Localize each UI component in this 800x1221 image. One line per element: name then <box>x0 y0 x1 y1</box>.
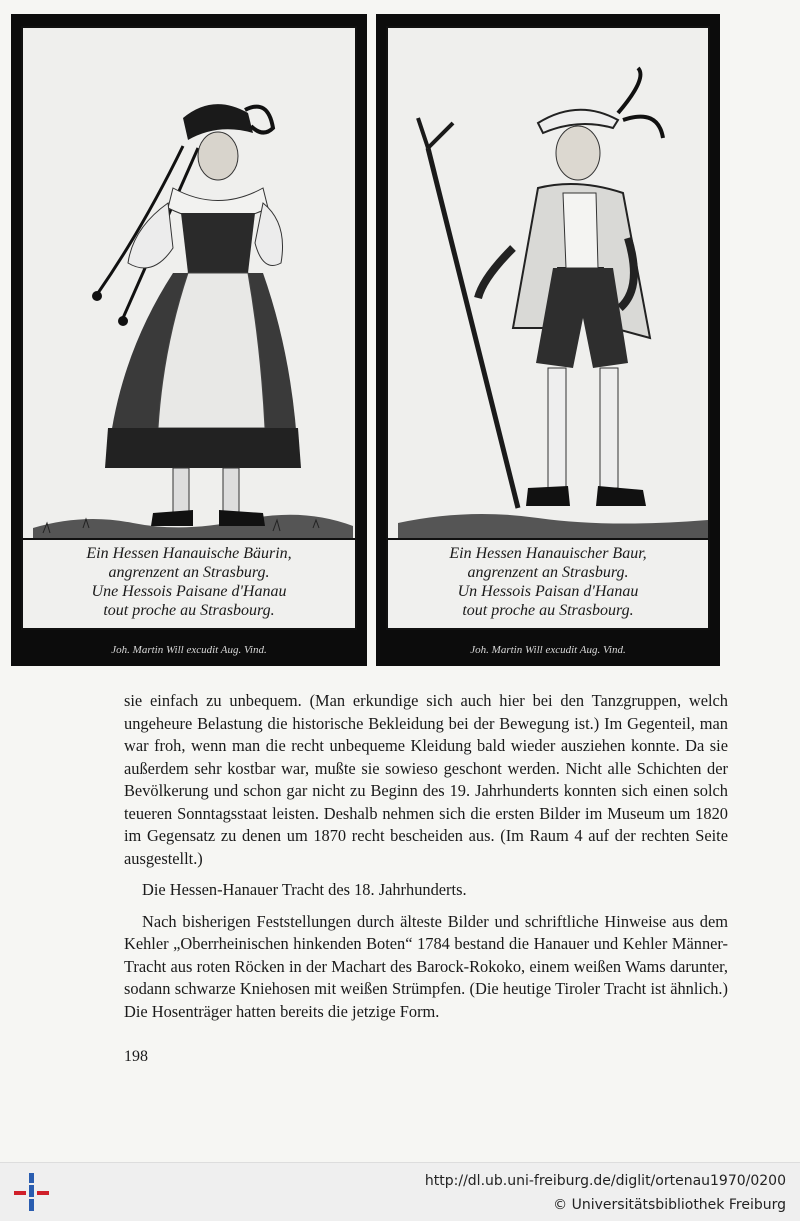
caption-line: tout proche au Strasbourg. <box>103 602 275 619</box>
university-library-logo-icon <box>12 1171 52 1213</box>
peasant-woman-engraving <box>23 28 355 548</box>
caption-line: Un Hessois Paisan d'Hanau <box>457 583 639 600</box>
page-number: 198 <box>124 1048 148 1065</box>
peasant-man-engraving <box>388 28 708 548</box>
plate-imprint: Joh. Martin Will excudit Aug. Vind. <box>111 644 267 656</box>
engraving-plate-man <box>376 14 720 666</box>
engraving-plate-woman <box>11 14 367 666</box>
section-heading: Die Hessen-Hanauer Tracht des 18. Jahrhunderts. <box>142 880 467 899</box>
plate-caption <box>23 538 355 628</box>
copyright-notice: © Universitätsbibliothek Freiburg <box>553 1197 786 1213</box>
document-url-link[interactable]: http://dl.ub.uni-freiburg.de/diglit/ortenau1970/0200 <box>424 1173 786 1189</box>
paragraph: Nach bisherigen Feststellungen durch älteste Bilder und schriftliche Hinweise aus dem Kehler „Oberrheinischen hinkenden Boten“ 1784 bestand die Hanauer und Kehler Männer-Tracht aus roten Röcken in der Machart des Barock-Rokoko, einem weißen Wams darunter, sodann schwarze Kniehosen mit weißen Strümpfen. (Die heutige Tiroler Tracht ist ähnlich.) Die Hosenträger hatten bereits die jetzige Form. <box>124 911 728 1021</box>
viewer-footer <box>0 1162 800 1221</box>
caption-line: tout proche au Strasbourg. <box>462 602 634 619</box>
plate-frame <box>386 26 710 630</box>
body-text <box>124 690 728 1023</box>
paragraph: sie einfach zu unbequem. (Man erkundige sich auch hier bei den Tanzgruppen, welch ungeheure Belastung die historische Bekleidung bei der Bewegung ist.) Im Gegenteil, man war froh, wenn man die recht unbequeme Kleidung bald wieder ausziehen konnte. Da sie außerdem sehr kostbar war, mußte sie sowieso geschont werden. Nicht alle Schichten der Bevölkerung und schon gar nicht zu Beginn des 19. Jahrhunderts konnten sich einen solch teueren Sonntagsstaat leisten. Deshalb nehmen sich die ersten Bilder im Museum um 1820 im Gegensatz zu denen um 1870 recht bescheiden aus. (Im Raum 4 auf der rechten Seite ausgestellt.) <box>124 691 728 868</box>
plate-imprint: Joh. Martin Will excudit Aug. Vind. <box>470 644 626 656</box>
caption-line: Ein Hessen Hanauischer Baur, <box>449 545 647 562</box>
plate-frame <box>21 26 357 630</box>
plate-caption <box>388 538 708 628</box>
caption-line: angrenzent an Strasburg. <box>467 564 629 581</box>
caption-line: Une Hessois Paisane d'Hanau <box>91 583 287 600</box>
caption-line: angrenzent an Strasburg. <box>108 564 270 581</box>
caption-line: Ein Hessen Hanauische Bäurin, <box>86 545 292 562</box>
